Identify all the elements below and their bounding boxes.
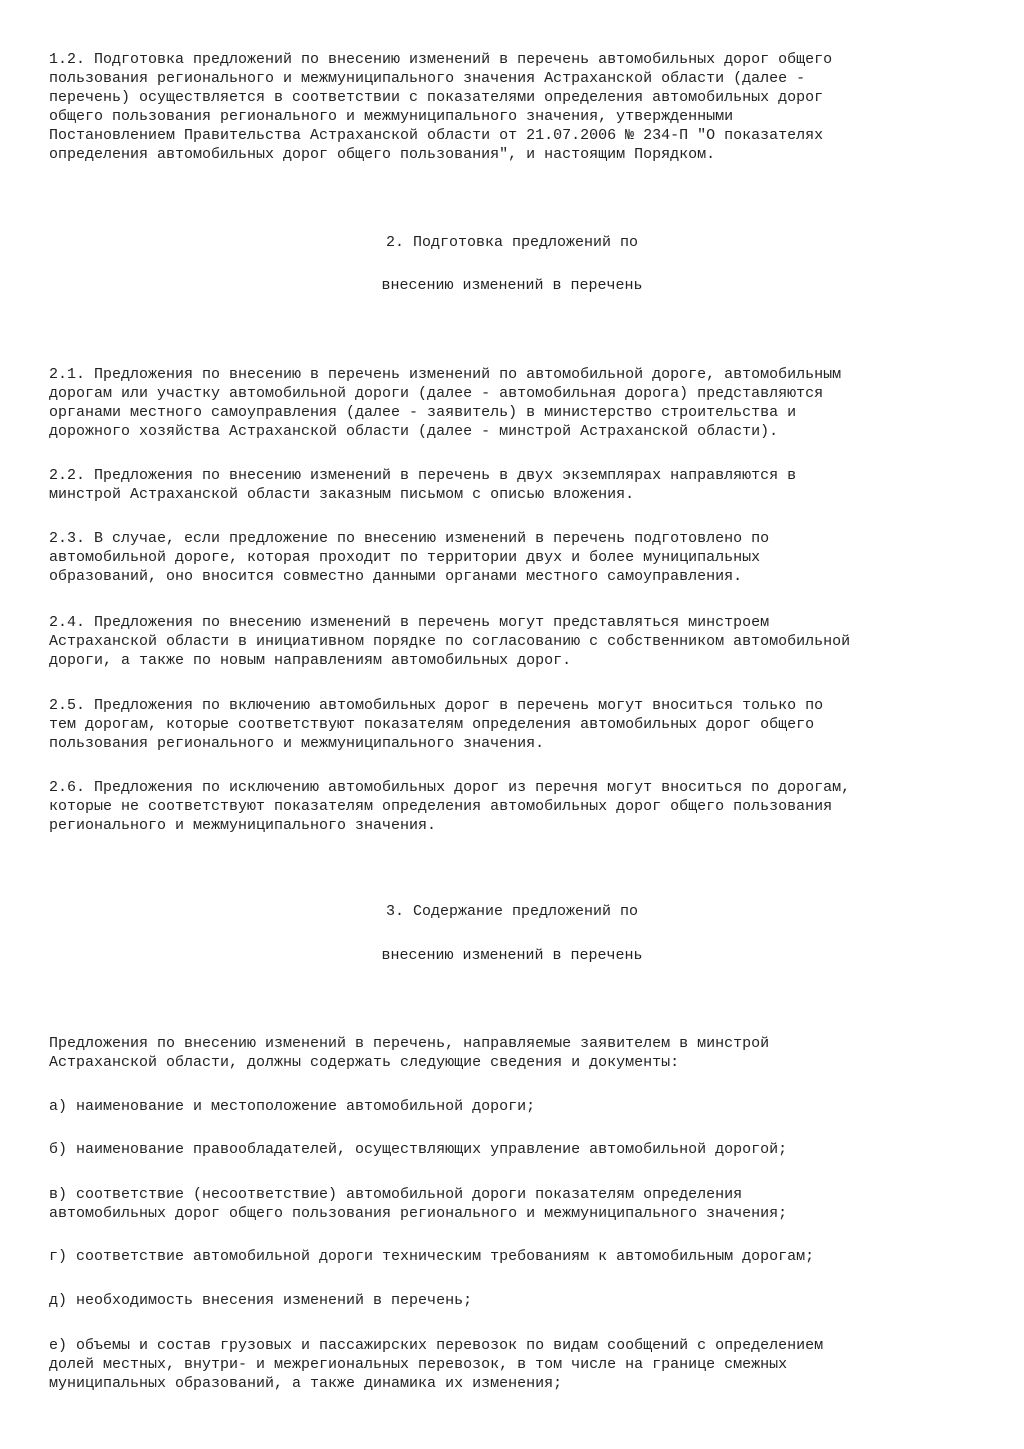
paragraph-2-1: 2.1. Предложения по внесению в перечень изменений по автомобильной дороге, автомобильным дорогам или участку автомобильной дороги (далее - автомобильная дорога) представляются органами местного самоуправления (далее - заявитель) в министерство строительства и дорожного хозяйства Астраханской области (далее - минстрой Астраханской области). — [49, 366, 842, 440]
list-item-g: г) соответствие автомобильной дороги техническим требованиям к автомобильным дорогам; — [49, 1248, 815, 1265]
paragraph-2-3: 2.3. В случае, если предложение по внесению изменений в перечень подготовлено по автомобильной дороге, которая проходит по территории двух и более муниципальных образований, оно вносится совместно данными органами местного самоуправления. — [49, 530, 770, 585]
list-item-b: б) наименование правообладателей, осуществляющих управление автомобильной дорогой; — [49, 1141, 788, 1158]
list-item-v: в) соответствие (несоответствие) автомобильной дороги показателям определения автомобильных дорог общего пользования регионального и межмуниципального значения; — [49, 1186, 788, 1222]
list-item-e: е) объемы и состав грузовых и пассажирских перевозок по видам сообщений с определением долей местных, внутри- и межрегиональных перевозок, в том числе на границе смежных муниципальных образований, а также динамика их изменения; — [49, 1337, 824, 1392]
paragraph-1-2: 1.2. Подготовка предложений по внесению изменений в перечень автомобильных дорог общего пользования регионального и межмуниципального значения Астраханской области (далее - перечень) осуществляется в соответствии с показателями определения автомобильных дорог общего пользования регионального и межмуниципального значения, утвержденными Постановлением Правительства Астраханской области от 21.07.2006 № 234-П "О показателях определения автомобильных дорог общего пользования", и настоящим Порядком. — [49, 51, 833, 163]
paragraph-2-4: 2.4. Предложения по внесению изменений в перечень могут представляться минстроем Астраханской области в инициативном порядке по согласованию с собственником автомобильной дороги, а также по новым направлениям автомобильных дорог. — [49, 614, 851, 669]
paragraph-2-6: 2.6. Предложения по исключению автомобильных дорог из перечня могут вноситься по дорогам, которые не соответствуют показателям определения автомобильных дорог общего пользования регионального и межмуниципального значения. — [49, 779, 851, 834]
section-2-heading-line-1: 2. Подготовка предложений по — [385, 234, 639, 251]
paragraph-3-intro: Предложения по внесению изменений в перечень, направляемые заявителем в минстрой Астраханской области, должны содержать следующие сведения и документы: — [49, 1035, 770, 1071]
paragraph-2-2: 2.2. Предложения по внесению изменений в перечень в двух экземплярах направляются в минстрой Астраханской области заказным письмом с описью вложения. — [49, 467, 797, 503]
section-2-heading-line-2: внесению изменений в перечень — [381, 277, 643, 294]
section-3-heading-line-2: внесению изменений в перечень — [381, 947, 643, 964]
list-item-d: д) необходимость внесения изменений в перечень; — [49, 1292, 473, 1309]
section-3-heading-line-1: 3. Содержание предложений по — [385, 903, 639, 920]
paragraph-2-5: 2.5. Предложения по включению автомобильных дорог в перечень могут вноситься только по тем дорогам, которые соответствуют показателям определения автомобильных дорог общего пользования регионального и межмуниципального значения. — [49, 697, 824, 752]
list-item-a: а) наименование и местоположение автомобильной дороги; — [49, 1098, 536, 1115]
